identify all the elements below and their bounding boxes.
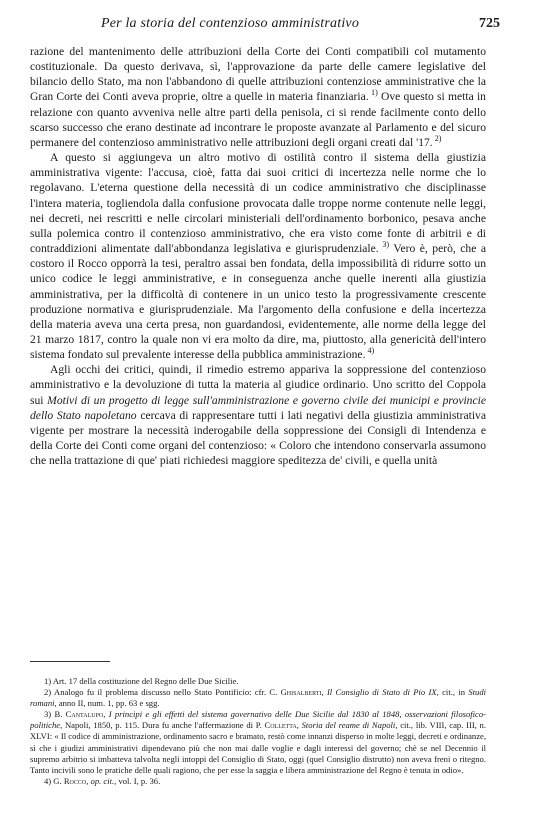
text-run: 4) G.	[44, 775, 64, 786]
footnote-reference: 3)	[378, 240, 390, 250]
page-header	[30, 16, 500, 36]
text-run: , vol. I, p. 36.	[114, 775, 161, 786]
footnote	[30, 676, 486, 687]
page-number: 725	[479, 16, 500, 31]
text-run: A questo si aggiungeva un altro motivo di ostilità contro il sistema della giustizia amministrativa vigente: l'accusa, cioè, fatta dai suoi critici di incertezza nelle norme che lo regolavano. L'eterna questione della necessità di un codice amministrativo che disciplinasse l'intera materia, togliendola dalla confusione provocata dalle troppe norme contenute nelle leggi, nei decreti, nei rescritti e nelle circolari ministeriali dell'ordinamento borbonico, pesava anche sulla polemica contro il contenzioso amministrativo, che era visto come fonte di arbitrii e di contraddizioni alimentate dall'abbondanza legislativa e giurisprudenziale.	[30, 151, 486, 256]
text-run: , cit., lib. VIII, cap. III, n. XLVI: « Il codice di amministrazione, ordinamento sacro e bramato, restò come innanzi disperso in molte leggi, decreti e ordinanze, sì che i giudizi amministrativi dipendevano più che non mai dalle voglie e dagli interessi del governo; chè se nel Decennio il supremo arbitrio si imbatteva talvolta negli intoppi del Consiglio di Stato, oggi (quel Consiglio distrutto) non aveva freni o ritegno. Tanto incivili sono le pratiche delle quali ragiono, che per esse la saggia e libera amministrazione del Regno è tenuta in odio».	[30, 720, 487, 775]
footnote-reference: 1)	[368, 88, 378, 98]
italic-text: I principi e gli effetti del sistema governativo delle Due Sicilie dal 1830 al 1848, osservazioni filosofico-politiche	[30, 709, 487, 731]
text-run: ,	[86, 775, 91, 786]
text-run: ,	[321, 687, 327, 698]
text-run: , anno II, num. 1, pp. 63 e sgg.	[54, 698, 160, 709]
paragraph	[30, 44, 486, 150]
text-run: , Napoli, 1850, p. 115. Dura fu anche l'affermazione di P.	[60, 720, 265, 731]
italic-text: Storia del reame di Napoli	[301, 720, 396, 731]
footnote-separator	[30, 661, 110, 662]
text-run: Ove questo si metta in relazione con quanto avveniva nelle altre parti della penisola, ci si rende facilmente conto dello scarso successo che erano destinate ad incontrare le proposte avanzate al Parlamento e del sicuro permanere del contenzioso amministrativo nelle attribuzioni degli organi creati dal '17.	[30, 90, 486, 149]
text-run: razione del mantenimento delle attribuzioni della Corte dei Conti compatibili col mutamento costituzionale. Da questo derivava, sì, l'approvazione da parte delle camere legislative del bilancio dello Stato, ma non l'abbandono di quelle attribuzioni contenziose amministrative che la Gran Corte dei Conti aveva proprie, oltre a quelle in materia finanziaria.	[30, 45, 486, 104]
italic-text: op. cit.	[90, 775, 115, 786]
running-title: Per la storia del contenzioso amministrativo	[100, 16, 360, 31]
footnote-reference: 2)	[432, 134, 442, 144]
italic-text: Il Consiglio di Stato di Pio IX	[326, 687, 437, 698]
text-run: , cit., in	[436, 687, 469, 698]
author-name: Ghisalberti	[280, 687, 322, 698]
footnote	[30, 776, 486, 787]
footnote	[30, 709, 486, 776]
text-run: cercava di rappresentare tutti i lati negativi della giustizia amministrativa vigente per mostrare la necessità inderogabile della soppressione dei Consigli di Intendenza e della Corte dei Conti come organi del contenzioso: « Coloro che intendono conservarla assumono che nella trattazione di que' piati richiedesi maggiore speditezza de' civili, e quella unità	[30, 408, 486, 468]
text-run: ,	[296, 720, 302, 731]
italic-text: Motivi di un progetto di legge sull'amministrazione e governo civile dei municipi e provincie dello Stato napoletano	[30, 393, 486, 422]
text-run: 1) Art. 17 della costituzione del Regno delle Due Sicilie.	[44, 676, 239, 686]
author-name: Cantalupo	[65, 709, 104, 720]
author-name: Colletta	[264, 720, 297, 731]
body-text	[30, 44, 486, 468]
paragraph	[30, 150, 486, 362]
paragraph	[30, 362, 486, 468]
text-run: Agli occhi dei critici, quindi, il rimedio estremo appariva la soppressione del contenzioso amministrativo e la devoluzione di tutta la materia al giudice ordinario. Uno scritto del Coppola sui	[30, 363, 486, 407]
footnote-reference: 4)	[365, 346, 375, 356]
text-run: 3) B.	[44, 709, 66, 720]
footnotes	[30, 676, 486, 787]
text-run: 2) Analogo fu il problema discusso nello Stato Pontificio: cfr. C.	[44, 687, 281, 698]
text-run: Vero è, però, che a costoro il Rocco opporrà la tesi, peraltro assai ben fondata, della impossibilità di ridurre sotto un unico codice le leggi amministrative, e in conseguenza anche quelle inerenti alla giustizia amministrativa, per la difficoltà di contenere in un unico testo la progressivamente crescente produzione normativa e giurisprudenziale. Ma l'argomento della confusione e della incertezza della materia aveva una certa presa, non guardandosi, evidentemente, alle norme della legge del 21 marzo 1817, contro la quale non vi era molto da dire, ma, piuttosto, alla genericità dell'intero sistema fondato sul prevalente interesse della pubblica amministrazione.	[30, 242, 486, 362]
footnote	[30, 687, 486, 709]
text-run: ,	[103, 709, 109, 720]
italic-text: Studi romani	[30, 687, 487, 709]
author-name: Rocco	[63, 775, 87, 786]
